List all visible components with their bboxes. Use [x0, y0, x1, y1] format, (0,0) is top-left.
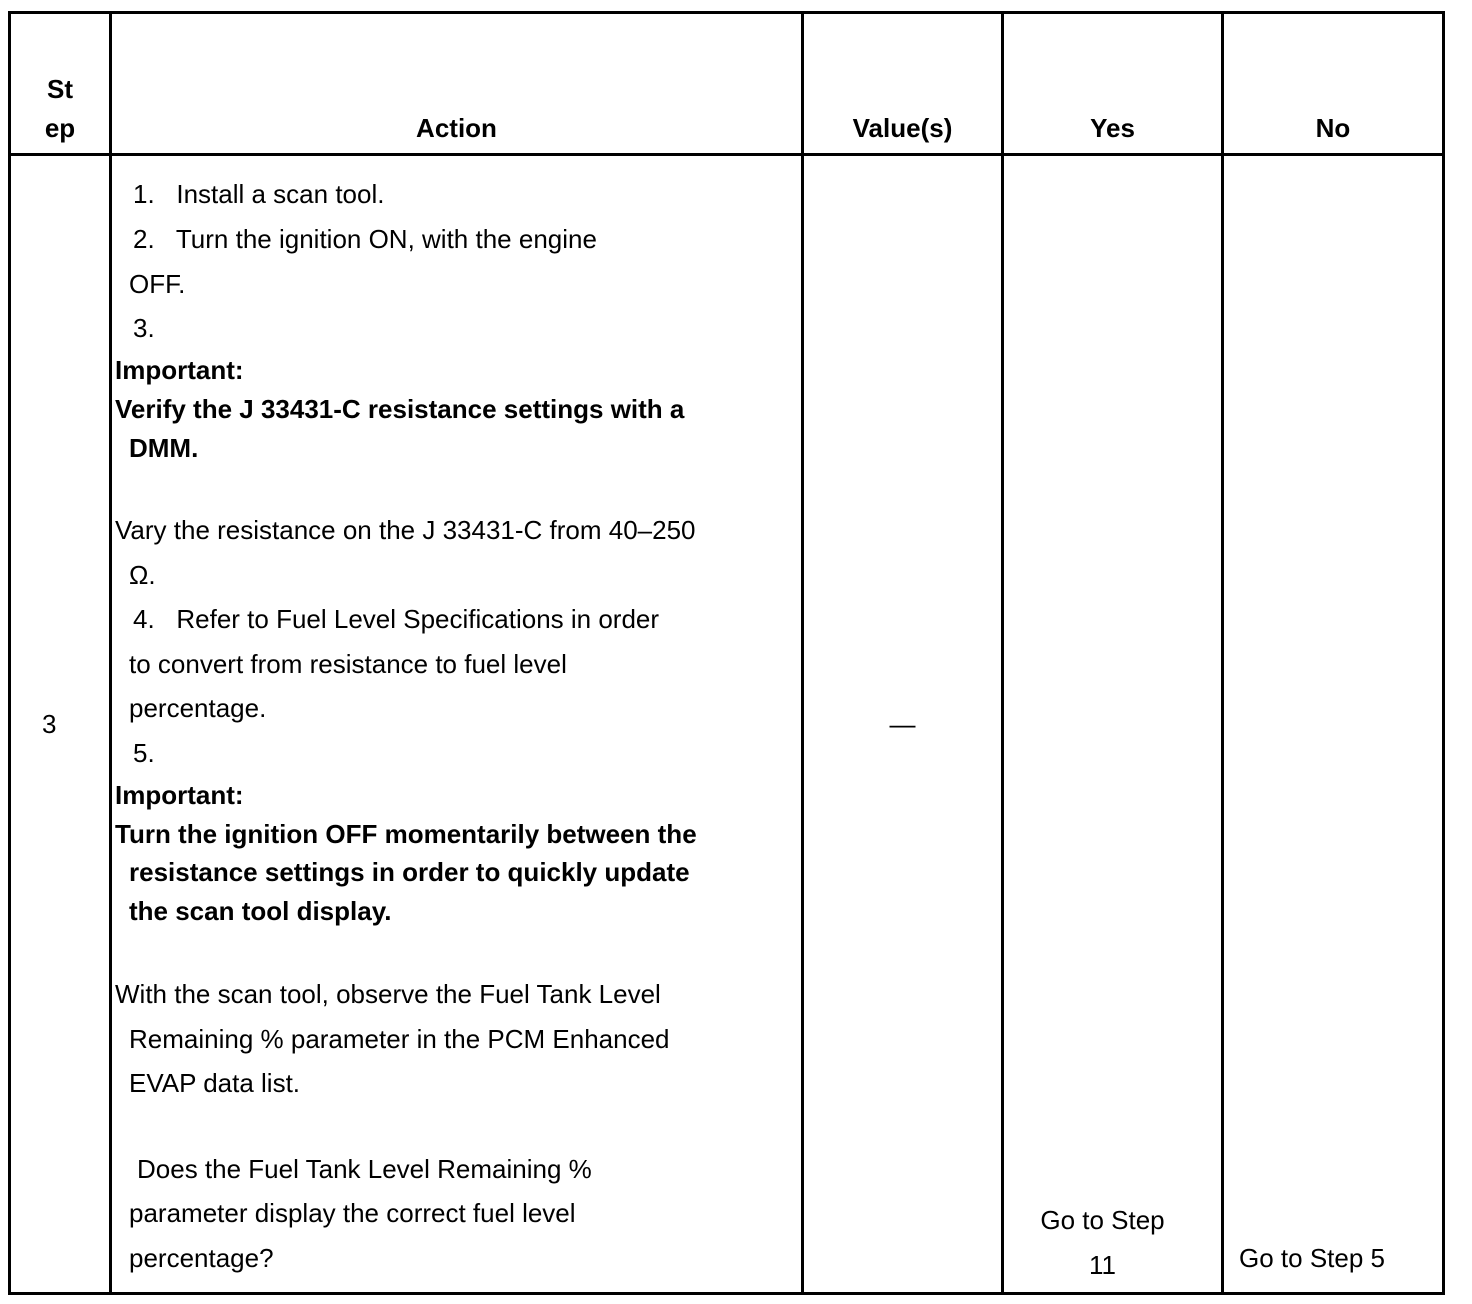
- action-line: EVAP data list.: [129, 1068, 301, 1098]
- yes-cell-line1: Go to Step: [1040, 1205, 1165, 1235]
- value-cell: —: [889, 709, 916, 739]
- action-line: to convert from resistance to fuel level: [129, 649, 567, 679]
- action-line: Remaining % parameter in the PCM Enhanced: [129, 1024, 670, 1054]
- yes-cell: [1004, 1198, 1201, 1288]
- important-label: Important:: [115, 355, 244, 385]
- column-divider: [109, 14, 112, 1292]
- no-cell: Go to Step 5: [1239, 1243, 1385, 1273]
- column-divider: [1221, 14, 1224, 1292]
- yes-cell-line2: 11: [1089, 1250, 1116, 1280]
- question-line: percentage?: [129, 1243, 274, 1273]
- diagnostic-table: [8, 11, 1445, 1295]
- action-line: With the scan tool, observe the Fuel Tank Level: [115, 979, 661, 1009]
- action-line: Ω.: [129, 560, 156, 590]
- important-label: Important:: [115, 780, 244, 810]
- action-line: 2. Turn the ignition ON, with the engine: [133, 224, 597, 254]
- header-step-line1: St: [47, 74, 73, 104]
- column-divider: [1001, 14, 1004, 1292]
- question-line: parameter display the correct fuel level: [129, 1198, 576, 1228]
- important-note: Turn the ignition OFF momentarily between the: [115, 819, 697, 849]
- header-step-line2: ep: [44, 113, 76, 143]
- column-divider: [801, 14, 804, 1292]
- important-note: DMM.: [129, 433, 199, 463]
- action-line: 1. Install a scan tool.: [133, 179, 385, 209]
- action-line: Vary the resistance on the J 33431-C from 40–250: [115, 515, 696, 545]
- action-line: percentage.: [129, 693, 267, 723]
- important-note: resistance settings in order to quickly update: [129, 857, 690, 887]
- action-line: 3.: [133, 313, 155, 343]
- important-note: Verify the J 33431-C resistance settings with a: [115, 394, 685, 424]
- header-values: Value(s): [852, 113, 953, 143]
- action-line: 4. Refer to Fuel Level Specifications in order: [133, 604, 660, 634]
- action-line: 5.: [133, 738, 155, 768]
- step-number: 3: [42, 709, 57, 739]
- header-yes: Yes: [1090, 113, 1135, 143]
- important-note: the scan tool display.: [129, 896, 392, 926]
- question-line: Does the Fuel Tank Level Remaining %: [137, 1154, 592, 1184]
- header-step: [11, 70, 109, 148]
- header-action: Action: [416, 113, 497, 143]
- header-divider: [11, 153, 1442, 156]
- action-line: OFF.: [129, 269, 186, 299]
- header-no: No: [1315, 113, 1351, 143]
